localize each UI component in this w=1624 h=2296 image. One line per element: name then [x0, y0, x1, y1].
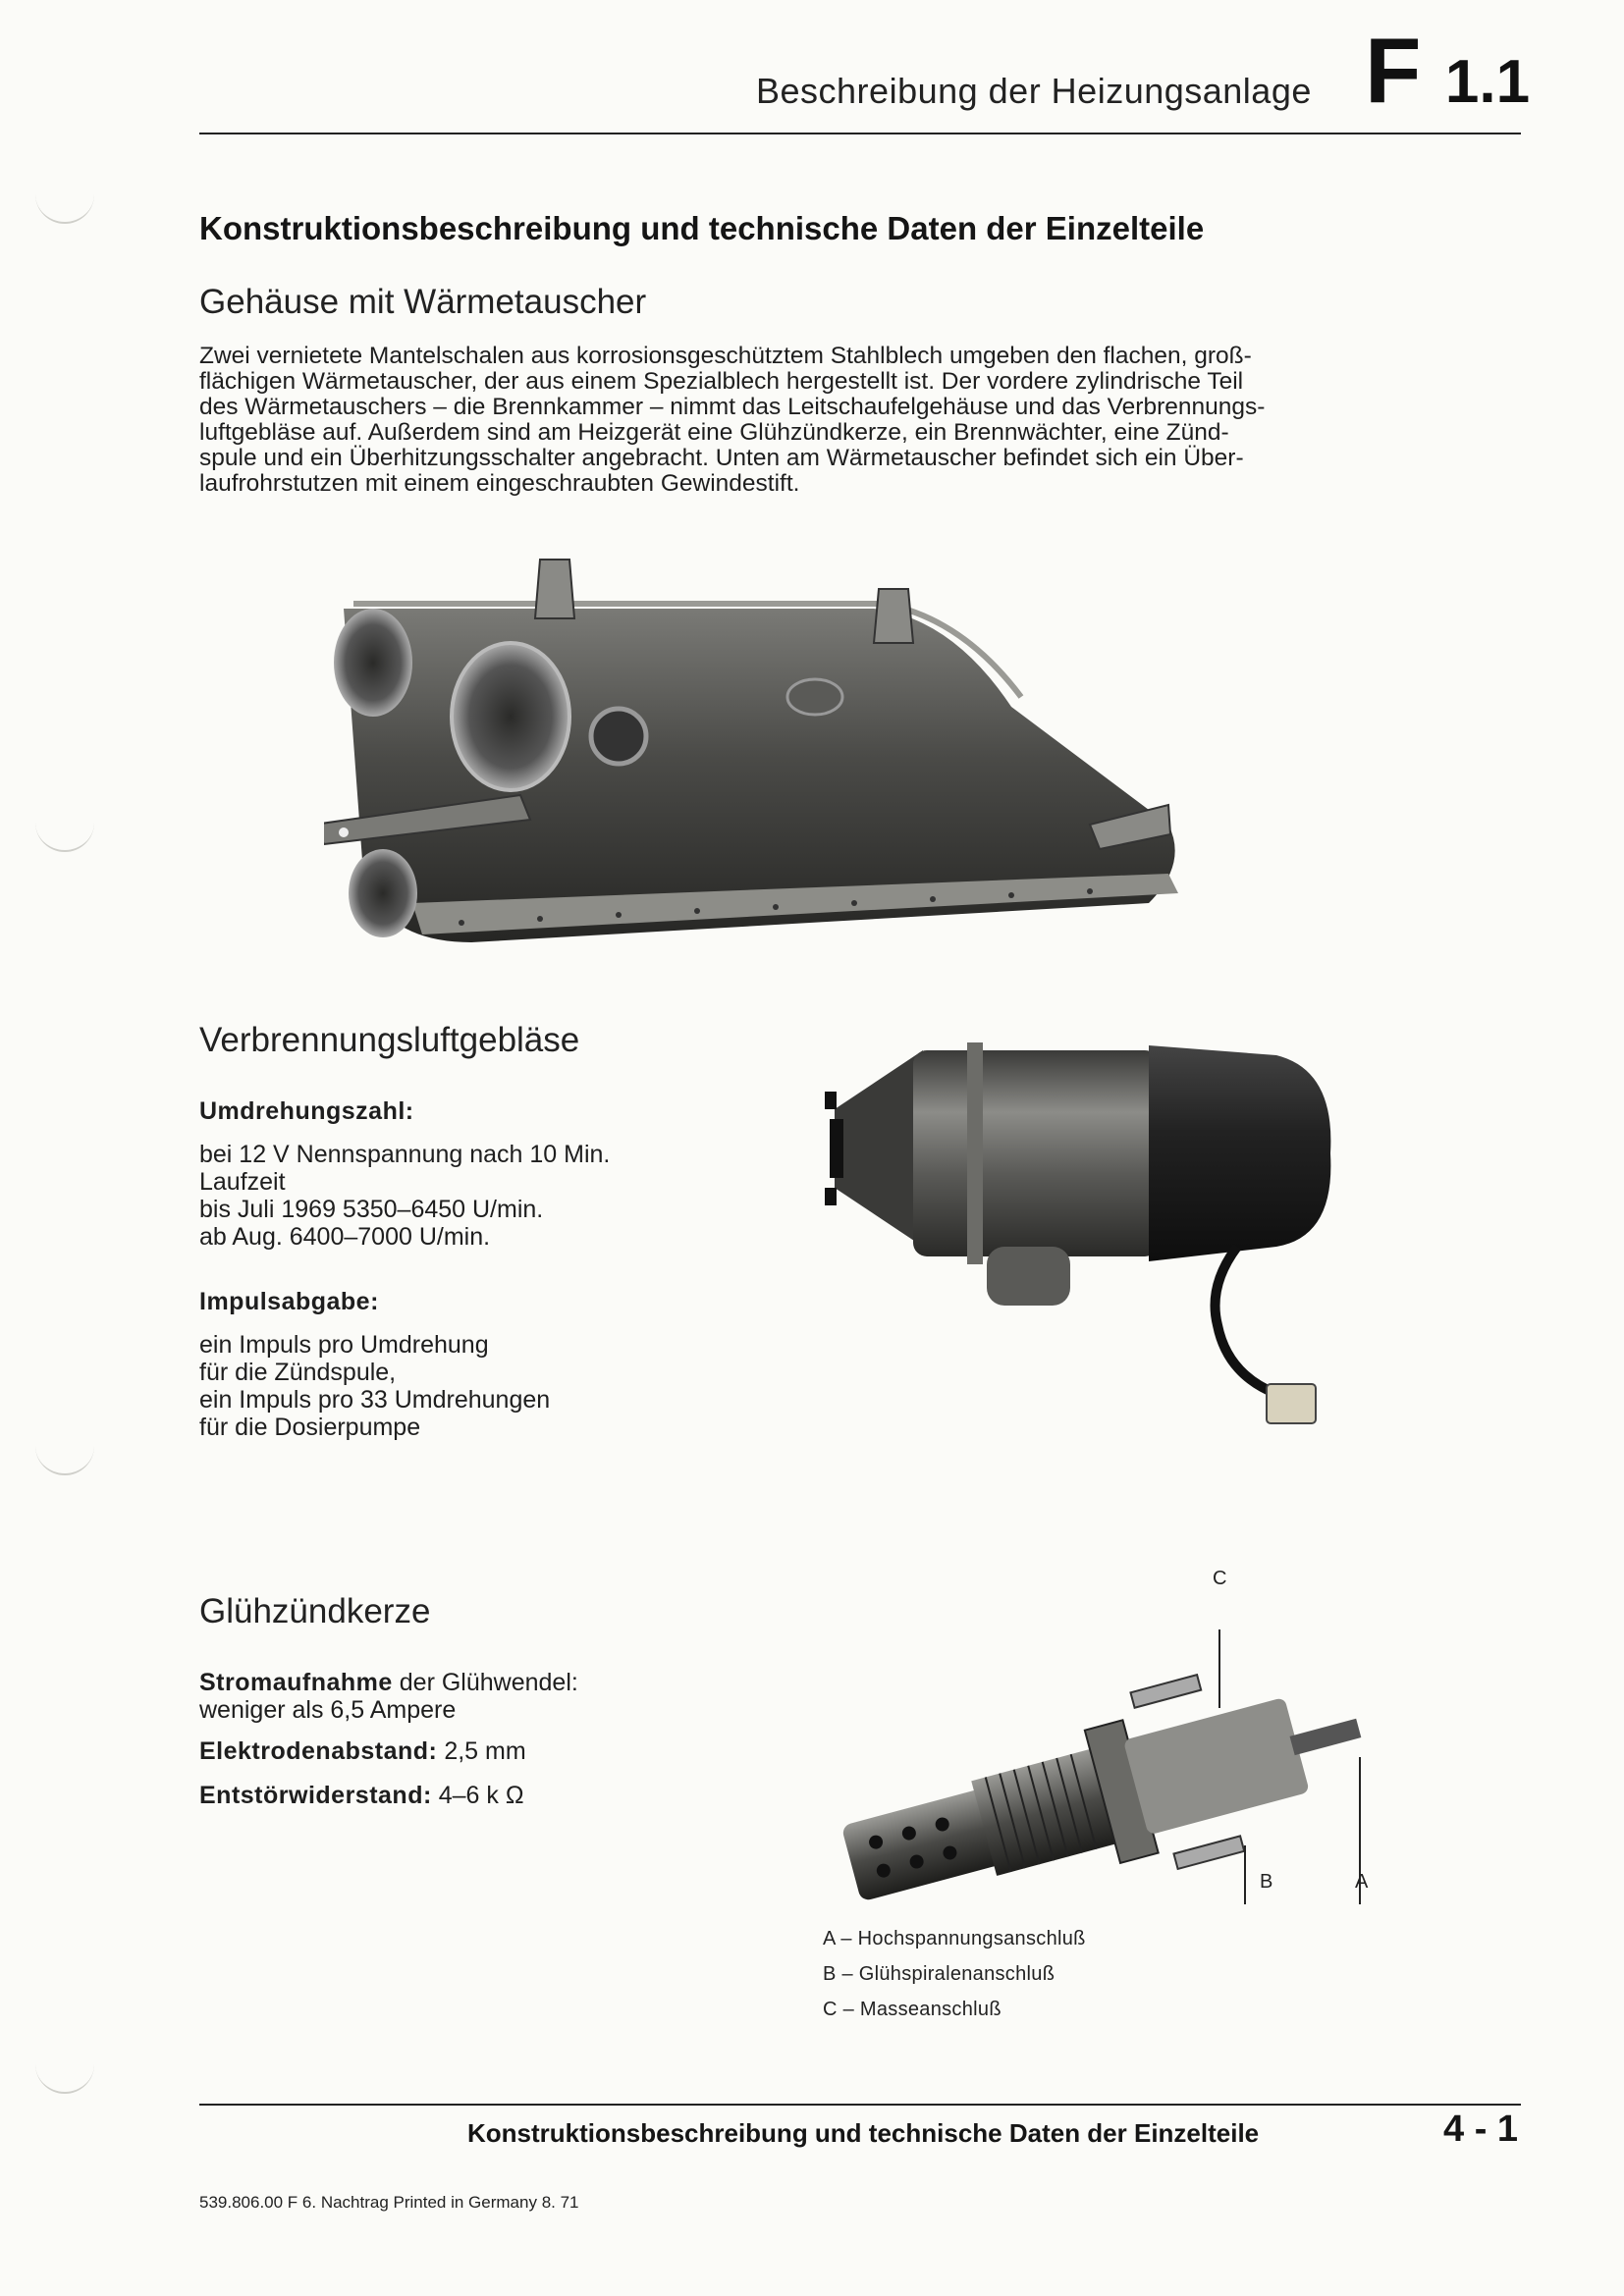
glowplug-heading: Glühzündkerze	[199, 1592, 431, 1630]
blower-photo	[815, 1011, 1365, 1482]
legend-item: A – Hochspannungsanschluß	[823, 1928, 1086, 1949]
imprint: 539.806.00 F 6. Nachtrag Printed in Germany 8. 71	[199, 2193, 579, 2212]
legend-item: C – Masseanschluß	[823, 1999, 1001, 2020]
punch-hole	[35, 177, 94, 224]
callout-b: B	[1260, 1871, 1273, 1893]
section-number: 1.1	[1444, 48, 1531, 116]
legend-item: B – Glühspiralenanschluß	[823, 1963, 1056, 1985]
gap-value: 2,5 mm	[437, 1737, 526, 1765]
rpm-line: bis Juli 1969 5350–6450 U/min.	[199, 1196, 544, 1223]
header-title: Beschreibung der Heizungsanlage	[756, 71, 1312, 111]
rpm-label: Umdrehungszahl:	[199, 1097, 414, 1125]
paragraph-line: des Wärmetauschers – die Brennkammer – nimmt das Leitschaufelgehäuse und das Verbrennungs-	[199, 394, 1266, 420]
footer-title: Konstruktionsbeschreibung und technische Daten der Einzelteile	[467, 2118, 1260, 2148]
pulse-spec	[199, 1288, 379, 1315]
paragraph-line: spule und ein Überhitzungsschalter angebracht. Unten am Wärmetauscher befindet sich ein Über-	[199, 445, 1244, 471]
gap-label: Elektrodenabstand:	[199, 1737, 438, 1765]
paragraph-line: flächigen Wärmetauscher, der aus einem Spezialblech hergestellt ist. Der vordere zylindrische Teil	[199, 368, 1244, 395]
housing-heading: Gehäuse mit Wärmetauscher	[199, 283, 647, 321]
pulse-label: Impulsabgabe:	[199, 1288, 379, 1315]
current-value: weniger als 6,5 Ampere	[199, 1696, 457, 1724]
paragraph-line: luftgebläse auf. Außerdem sind am Heizgerät eine Glühzündkerze, ein Brennwächter, eine Zünd-	[199, 419, 1229, 446]
page-number: 4 - 1	[1443, 2109, 1519, 2150]
callout-a: A	[1355, 1871, 1369, 1893]
rpm-values	[199, 1141, 610, 1251]
header-rule	[199, 133, 1521, 134]
current-label: Stromaufnahme	[199, 1669, 393, 1696]
paragraph-line: laufrohrstutzen mit einem eingeschraubten Gewindestift.	[199, 470, 800, 497]
pulse-line: für die Dosierpumpe	[199, 1414, 421, 1441]
gap-spec	[199, 1737, 526, 1765]
pulse-line: ein Impuls pro Umdrehung	[199, 1331, 489, 1359]
blower-heading: Verbrennungsluftgebläse	[199, 1021, 580, 1059]
punch-hole	[35, 1428, 94, 1475]
rpm-spec	[199, 1097, 414, 1125]
paragraph-line: Zwei vernietete Mantelschalen aus korrosionsgeschütztem Stahlblech umgeben den flachen, groß-	[199, 343, 1252, 369]
rpm-line: ab Aug. 6400–7000 U/min.	[199, 1223, 491, 1251]
heat-exchanger-photo	[324, 550, 1267, 972]
punch-hole	[35, 805, 94, 852]
housing-paragraph	[199, 344, 1385, 497]
callout-c: C	[1213, 1568, 1227, 1589]
current-label-rest: der Glühwendel:	[392, 1669, 578, 1696]
rpm-line: bei 12 V Nennspannung nach 10 Min.	[199, 1141, 611, 1168]
section-letter: F	[1365, 19, 1422, 122]
main-heading: Konstruktionsbeschreibung und technische Daten der Einzelteile	[199, 210, 1205, 246]
pulse-line: ein Impuls pro 33 Umdrehungen	[199, 1386, 551, 1414]
punch-hole	[35, 2047, 94, 2094]
section-code	[1365, 19, 1531, 126]
pulse-values	[199, 1331, 550, 1441]
resist-spec	[199, 1782, 524, 1809]
current-spec	[199, 1669, 578, 1696]
rpm-line: Laufzeit	[199, 1168, 286, 1196]
pulse-line: für die Zündspule,	[199, 1359, 397, 1386]
footer-rule	[199, 2104, 1521, 2106]
resist-label: Entstörwiderstand:	[199, 1782, 432, 1809]
resist-value: 4–6 k Ω	[431, 1782, 524, 1809]
glowplug-photo	[815, 1610, 1384, 1924]
